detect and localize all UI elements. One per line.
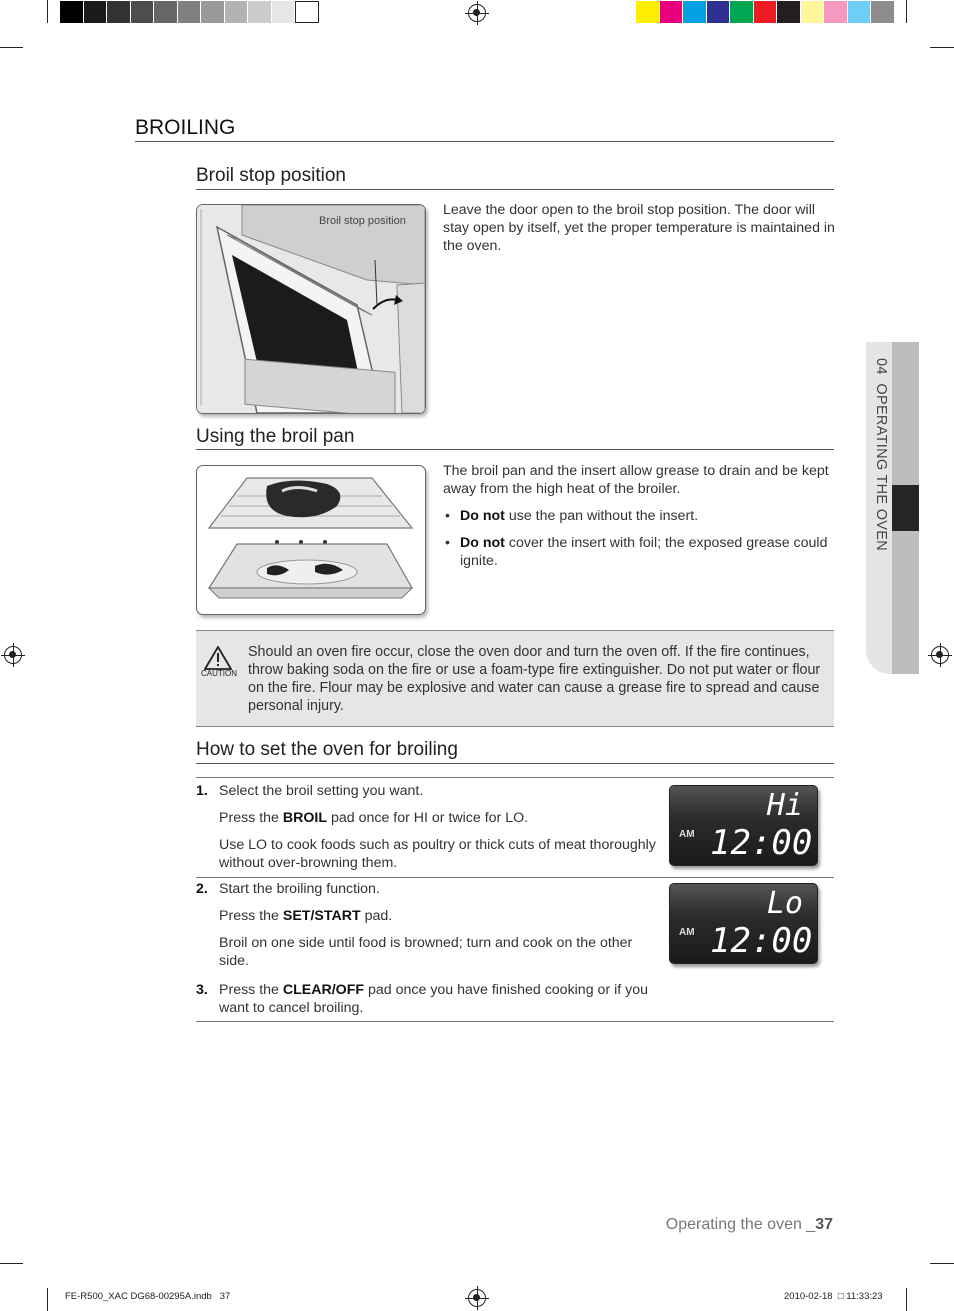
color-swatch	[131, 1, 155, 23]
page-title: BROILING	[135, 116, 236, 139]
crop-mark	[0, 47, 23, 48]
color-swatch	[84, 1, 108, 23]
display-am: AM	[679, 927, 695, 938]
title-rule	[135, 141, 834, 142]
color-swatch	[636, 1, 660, 23]
crop-mark	[47, 1288, 48, 1311]
warning-triangle-icon	[204, 646, 232, 670]
display-am: AM	[679, 829, 695, 840]
caution-label: CAUTION	[201, 669, 237, 678]
section-rule	[196, 189, 834, 190]
broil-pan-text	[443, 462, 833, 579]
step-text: Select the broil setting you want.	[219, 783, 424, 799]
color-swatch	[107, 1, 131, 23]
color-swatch	[754, 1, 778, 23]
crop-mark	[906, 1288, 907, 1311]
step-3: 3. Press the CLEAR/OFF pad once you have finished cooking or if you want to cancel broiling.	[196, 981, 656, 1026]
display-time: 12:00	[710, 823, 813, 863]
crop-mark	[47, 0, 48, 23]
caution-box	[196, 630, 834, 727]
step-press: Press the BROIL pad once for HI or twice for LO.	[219, 810, 529, 826]
color-swatch	[871, 1, 895, 23]
step-press: Press the CLEAR/OFF pad once you have finished cooking or if you want to cancel broiling.	[219, 982, 648, 1016]
color-swatch	[248, 1, 272, 23]
display-hi	[669, 785, 818, 866]
color-swatch	[848, 1, 872, 23]
section-title-broil-pan: Using the broil pan	[196, 426, 355, 447]
color-swatch	[707, 1, 731, 23]
section-rule	[196, 763, 834, 764]
color-swatch	[201, 1, 225, 23]
color-swatch	[60, 1, 84, 23]
list-item: • Do not use the pan without the insert.	[443, 507, 833, 525]
caution-text: Should an oven fire occur, close the oven door and turn the oven off. If the fire continues, throw baking soda on the fire or use a foam-type fire extinguisher. Do not put water or flour on the fire. Flour may be explosive and water can cause a grease fire to spread and cause personal injury.	[248, 644, 821, 714]
color-swatch	[178, 1, 202, 23]
color-swatch	[295, 1, 319, 23]
color-swatch	[660, 1, 684, 23]
step-2: 2. Start the broiling function. Press the SET/START pad. Broil on one side until food is browned; turn and cook on the other side.	[196, 880, 656, 979]
broil-pan-drawing	[197, 466, 425, 614]
color-swatch	[272, 1, 296, 23]
chapter-label: 04 OPERATING THE OVEN	[873, 358, 889, 552]
oven-door-illustration	[196, 204, 426, 414]
display-time: 12:00	[710, 921, 813, 961]
step-1: 1. Select the broil setting you want. Press the BROIL pad once for HI or twice for LO. Use LO to cook foods such as poultry or thick cuts of meat thoroughly without over-browning them.	[196, 783, 656, 871]
section-rule	[196, 449, 834, 450]
color-swatch	[824, 1, 848, 23]
display-lo	[669, 883, 818, 964]
registration-mark-icon	[931, 646, 949, 664]
crop-mark	[0, 1263, 23, 1264]
step-extra: Broil on one side until food is browned; turn and cook on the other side.	[219, 935, 633, 969]
color-swatch	[225, 1, 249, 23]
crop-mark	[930, 47, 954, 48]
section-title-broil-stop: Broil stop position	[196, 165, 346, 186]
step-extra: Use LO to cook foods such as poultry or thick cuts of meat thoroughly without over-browning them.	[219, 837, 656, 871]
display-mode: Hi	[766, 788, 803, 823]
crop-mark	[930, 1263, 954, 1264]
color-swatch	[683, 1, 707, 23]
color-swatch	[154, 1, 178, 23]
registration-mark-icon	[468, 1289, 486, 1307]
section-title-how-to: How to set the oven for broiling	[196, 739, 458, 760]
registration-mark-icon	[4, 646, 22, 664]
registration-mark-icon	[468, 4, 486, 22]
oven-door-drawing	[197, 205, 425, 413]
side-tab-marker	[892, 485, 919, 531]
broil-stop-text: Leave the door open to the broil stop position. The door will stay open by itself, yet the proper temperature is maintained in the oven.	[443, 202, 835, 254]
crop-mark	[906, 0, 907, 23]
broil-pan-illustration	[196, 465, 426, 615]
color-swatch	[801, 1, 825, 23]
display-mode: Lo	[766, 886, 803, 921]
table-rule	[196, 777, 834, 778]
step-text: Start the broiling function.	[219, 881, 380, 897]
step-press: Press the SET/START pad.	[219, 908, 393, 924]
illustration-caption: Broil stop position	[319, 215, 406, 227]
broil-pan-intro: The broil pan and the insert allow grease to drain and be kept away from the high heat of the broiler.	[443, 463, 829, 497]
color-swatch	[730, 1, 754, 23]
page-footer: Operating the oven _37	[665, 1216, 833, 1233]
print-timestamp: 2010-02-18 □ 11:33:23	[784, 1291, 883, 1302]
list-item: • Do not cover the insert with foil; the exposed grease could ignite.	[443, 534, 833, 570]
file-info: FE-R500_XAC DG68-00295A.indb 37	[65, 1291, 231, 1302]
color-swatch	[777, 1, 801, 23]
